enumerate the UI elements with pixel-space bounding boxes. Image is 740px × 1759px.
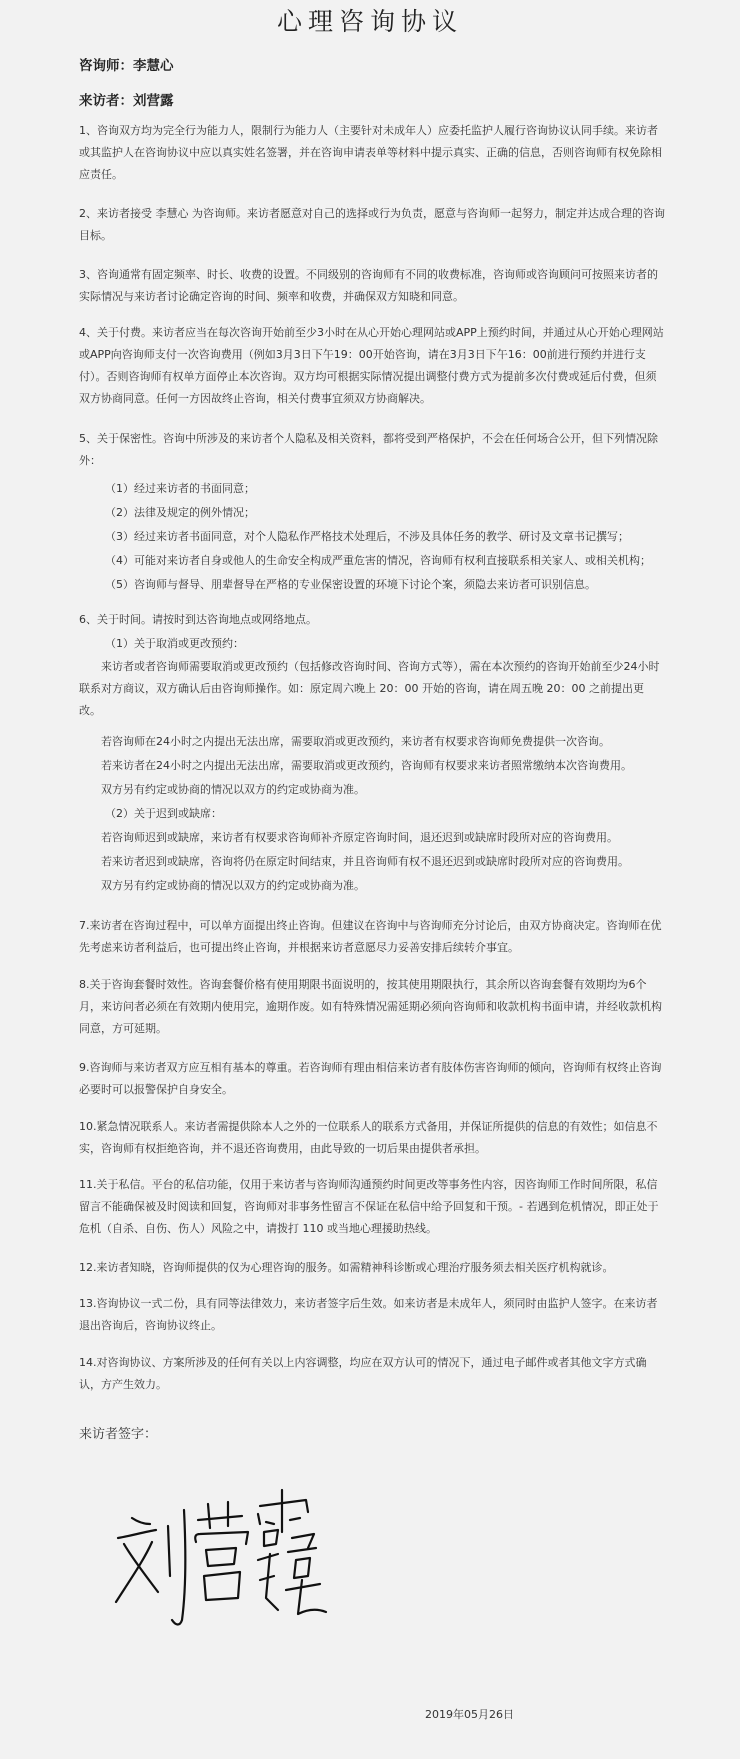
confidentiality-item: （5）咨询师与督导、朋辈督导在严格的专业保密设置的环境下讨论个案，须隐去来访者可识别信息。 — [105, 578, 596, 591]
clause-6-sub-1-b: 若来访者在24小时之内提出无法出席，需要取消或更改预约，咨询师有权要求来访者照常缴纳本次咨询费用。 — [101, 759, 632, 772]
clause-6-sub-1-title: （1）关于取消或更改预约： — [105, 637, 244, 650]
clause-6-sub-2-title: （2）关于迟到或缺席： — [105, 807, 222, 820]
clause-6-sub-1-c: 双方另有约定或协商的情况以双方的约定或协商为准。 — [101, 783, 365, 796]
clause-6-sub-1-a: 若咨询师在24小时之内提出无法出席，需要取消或更改预约，来访者有权要求咨询师免费提供一次咨询。 — [101, 735, 610, 748]
clause-11: 11.关于私信。平台的私信功能，仅用于来访者与咨询师沟通预约时间更改等事务性内容，因咨询师工作时间所限，私信留言不能确保被及时阅读和回复，咨询师对非事务性留言不保证在私信中给予回复和干预。- 若遇到危机情况，即正处于危机（自杀、自伤、伤人）风险之中，请拨打 110 或当地心理援助热线。 — [79, 1178, 659, 1235]
clause-3: 3、咨询通常有固定频率、时长、收费的设置。不同级别的咨询师有不同的收费标准，咨询师或咨询顾问可按照来访者的实际情况与来访者讨论确定咨询的时间、频率和收费，并确保双方知晓和同意。 — [79, 268, 658, 303]
confidentiality-item: （4）可能对来访者自身或他人的生命安全构成严重危害的情况，咨询师有权利直接联系相关家人、或相关机构； — [105, 554, 651, 567]
clause-2: 2、来访者接受 李慧心 为咨询师。来访者愿意对自己的选择或行为负责，愿意与咨询师一起努力，制定并达成合理的咨询目标。 — [79, 207, 665, 242]
clause-5: 5、关于保密性。咨询中所涉及的来访者个人隐私及相关资料，都将受到严格保护，不会在任何场合公开，但下列情况除外： — [79, 432, 658, 467]
clause-6-sub-2-a: 若咨询师迟到或缺席，来访者有权要求咨询师补齐原定咨询时间，退还迟到或缺席时段所对应的咨询费用。 — [101, 831, 618, 844]
clause-10: 10.紧急情况联系人。来访者需提供除本人之外的一位联系人的联系方式备用，并保证所提供的信息的有效性；如信息不实，咨询师有权拒绝咨询，并不退还咨询费用，由此导致的一切后果由提供者承担。 — [79, 1120, 658, 1155]
signature-label: 来访者签字： — [79, 1427, 158, 1442]
clause-6-sub-2-b: 若来访者迟到或缺席，咨询将仍在原定时间结束，并且咨询师有权不退还迟到或缺席时段所对应的咨询费用。 — [101, 855, 629, 868]
confidentiality-item: （1）经过来访者的书面同意； — [105, 482, 255, 495]
clause-7: 7.来访者在咨询过程中，可以单方面提出终止咨询。但建议在咨询中与咨询师充分讨论后，由双方协商决定。咨询师在优先考虑来访者利益后，也可提出终止咨询，并根据来访者意愿尽力妥善安排后续转介事宜。 — [79, 919, 662, 954]
clause-4: 4、关于付费。来访者应当在每次咨询开始前至少3小时在从心开始心理网站或APP上预约时间，并通过从心开始心理网站或APP向咨询师支付一次咨询费用（例如3月3日下午19：00开始咨询，请在3月3日下午16：00前进行预约并进行支付）。否则咨询师有权单方面停止本次咨询。双方均可根据实际情况提出调整付费方式为提前多次付费或延后付费，但须双方协商同意。任何一方因故终止咨询，相关付费事宜须双方协商解决。 — [79, 326, 664, 405]
clause-12: 12.来访者知晓，咨询师提供的仅为心理咨询的服务。如需精神科诊断或心理治疗服务须去相关医疗机构就诊。 — [79, 1261, 614, 1274]
confidentiality-item: （3）经过来访者书面同意，对个人隐私作严格技术处理后，不涉及具体任务的教学、研讨及文章书记撰写； — [105, 530, 629, 543]
confidentiality-item: （2）法律及规定的例外情况； — [105, 506, 255, 519]
clause-9: 9.咨询师与来访者双方应互相有基本的尊重。若咨询师有理由相信来访者有肢体伤害咨询师的倾向，咨询师有权终止咨询必要时可以报警保护自身安全。 — [79, 1061, 662, 1096]
clause-13: 13.咨询协议一式二份，具有同等法律效力，来访者签字后生效。如来访者是未成年人，须同时由监护人签字。在来访者退出咨询后，咨询协议终止。 — [79, 1297, 658, 1332]
signature-date: 2019年05月26日 — [425, 1708, 514, 1721]
page-title: 心理咨询协议 — [276, 7, 463, 36]
counselor-line: 咨询师：李慧心 — [79, 58, 174, 74]
clause-14: 14.对咨询协议、方案所涉及的任何有关以上内容调整，均应在双方认可的情况下，通过电子邮件或者其他文字方式确认，方产生效力。 — [79, 1356, 647, 1391]
clause-6: 6、关于时间。请按时到达咨询地点或网络地点。 — [79, 613, 317, 626]
visitor-line: 来访者：刘营露 — [79, 93, 174, 109]
clause-8: 8.关于咨询套餐时效性。咨询套餐价格有使用期限书面说明的，按其使用期限执行，其余所以咨询套餐有效期均为6个月，来访问者必须在有效期内使用完，逾期作废。如有特殊情况需延期必须向咨询师和收款机构书面申请，并经收款机构同意，方可延期。 — [79, 978, 662, 1035]
clause-6-sub-1-text: 来访者或者咨询师需要取消或更改预约（包括修改咨询时间、咨询方式等），需在本次预约的咨询开始前至少24小时联系对方商议，双方确认后由咨询师操作。如：原定周六晚上 20：00 开始的咨询，请在周五晚 20：00 之前提出更改。 — [79, 660, 660, 717]
clause-6-sub-2-c: 双方另有约定或协商的情况以双方的约定或协商为准。 — [101, 879, 365, 892]
visitor-signature — [110, 1480, 340, 1634]
clause-1: 1、咨询双方均为完全行为能力人，限制行为能力人（主要针对未成年人）应委托监护人履行咨询协议认同手续。来访者或其监护人在咨询协议中应以真实姓名签署，并在咨询申请表单等材料中提示真实、正确的信息，否则咨询师有权免除相应责任。 — [79, 124, 662, 181]
